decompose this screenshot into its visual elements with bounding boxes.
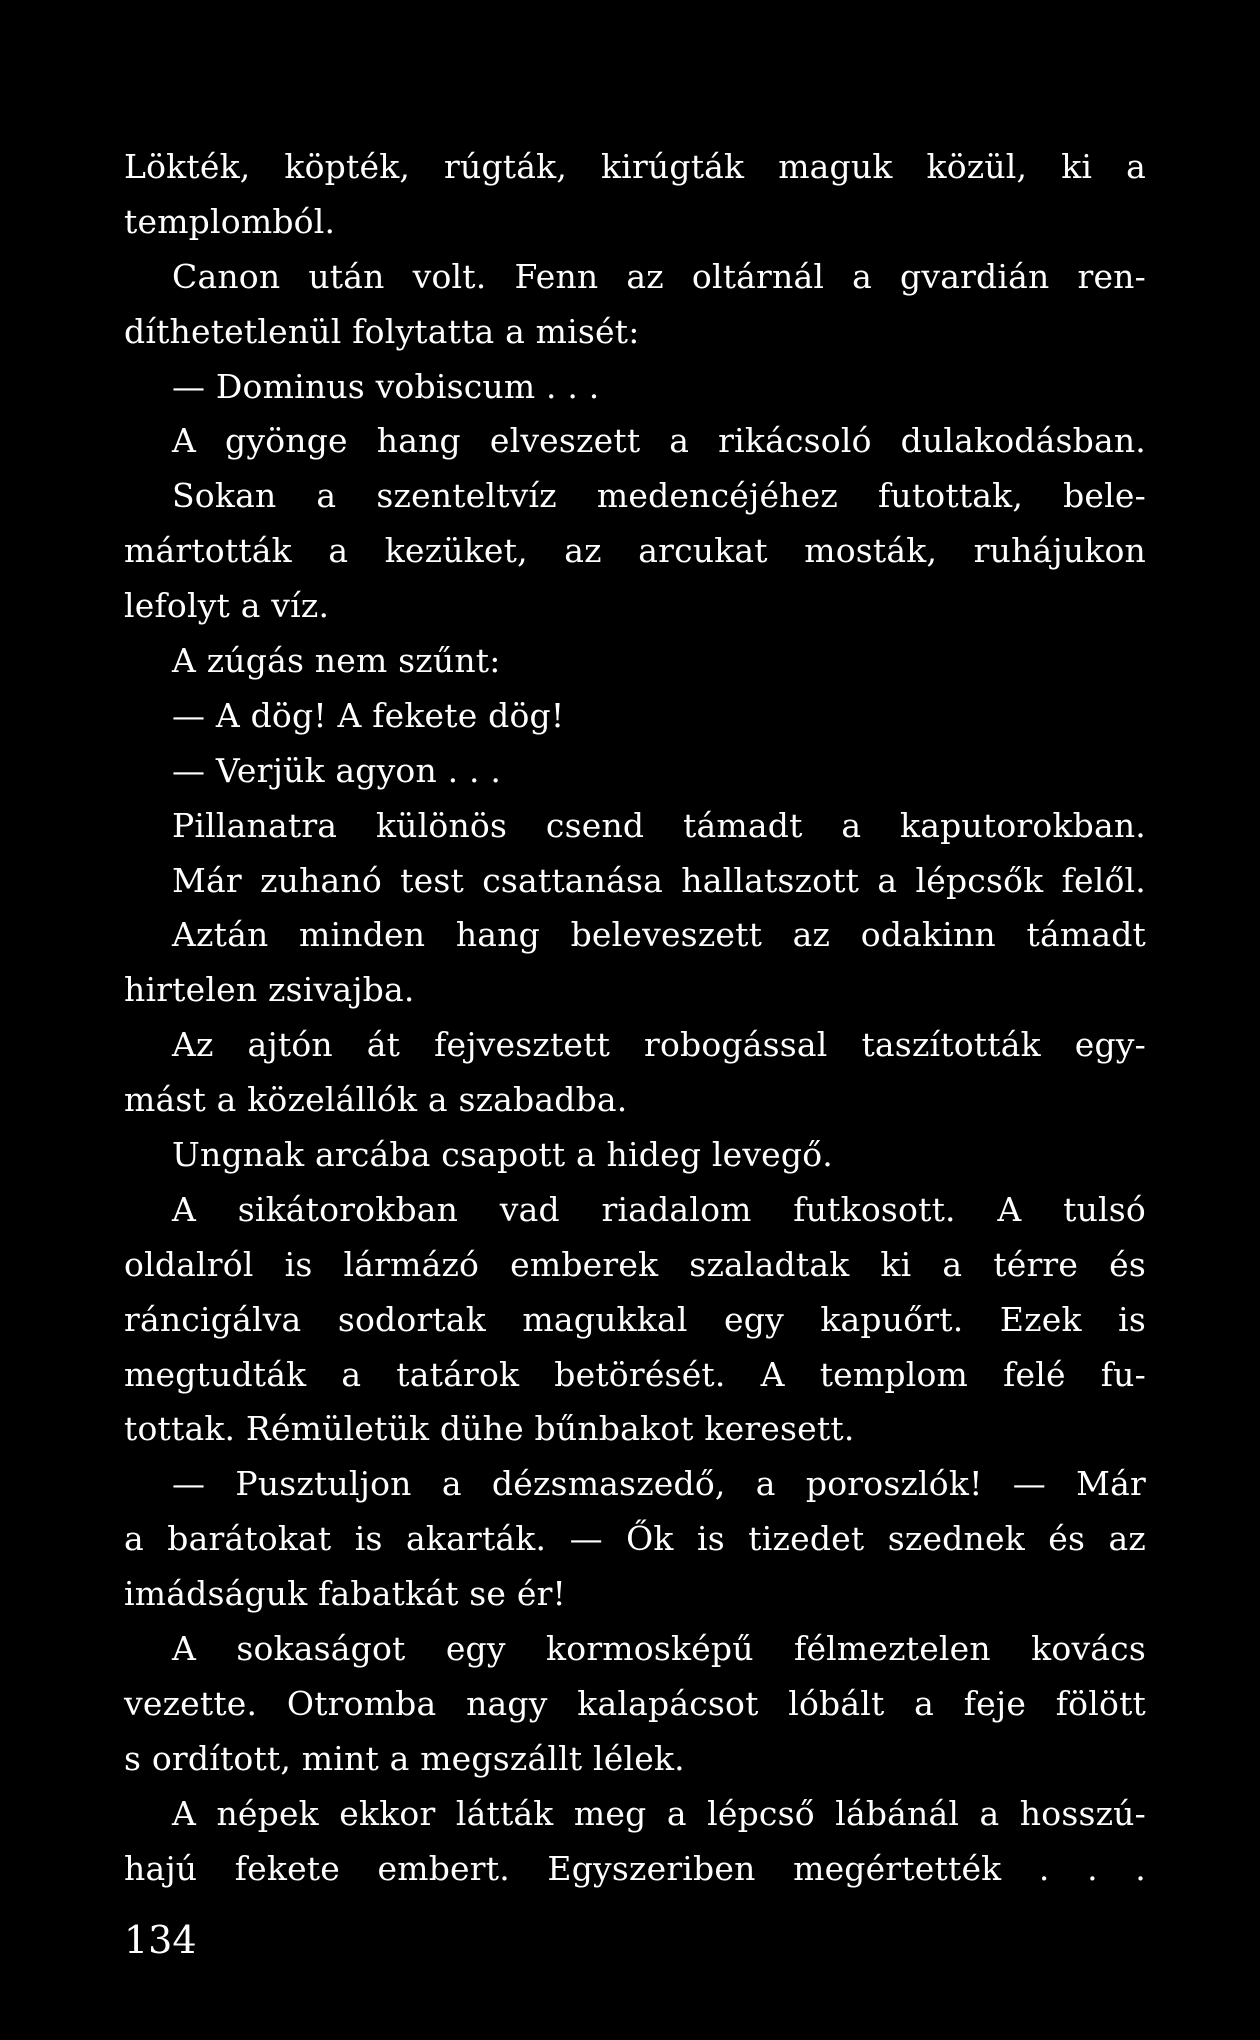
text-line: mártották a kezüket, az arcukat mosták, ruhájukon — [124, 531, 1146, 571]
text-line: Már zuhanó test csattanása hallatszott a lépcsők felől. — [172, 860, 1146, 900]
text-line: Sokan a szenteltvíz medencéjéhez futottak, bele- — [172, 476, 1146, 516]
text-line: — A dög! A fekete dög! — [172, 695, 565, 735]
text-line: s ordított, mint a megszállt lélek. — [124, 1738, 685, 1778]
text-line: Ungnak arcába csapott a hideg levegő. — [172, 1135, 833, 1175]
text-line: a barátokat is akarták. — Ők is tizedet szednek és az — [124, 1519, 1146, 1559]
page-number: 134 — [124, 1918, 197, 1962]
body-text — [124, 140, 1146, 1897]
text-line: imádságuk fabatkát se ér! — [124, 1574, 567, 1614]
text-line: A népek ekkor látták meg a lépcső lábánál a hosszú- — [172, 1793, 1146, 1833]
text-line: Canon után volt. Fenn az oltárnál a gvardián ren- — [172, 256, 1146, 296]
text-line: vezette. Otromba nagy kalapácsot lóbált a feje fölött — [124, 1683, 1146, 1723]
text-line: Pillanatra különös csend támadt a kaputorokban. — [172, 805, 1146, 845]
text-line: A gyönge hang elveszett a rikácsoló dulakodásban. — [172, 421, 1146, 461]
text-line: díthetetlenül folytatta a misét: — [124, 311, 640, 351]
text-line: — Dominus vobiscum . . . — [172, 366, 600, 406]
text-line: templomból. — [124, 201, 336, 241]
text-line: ráncigálva sodortak magukkal egy kapuőrt. Ezek is — [124, 1299, 1146, 1339]
text-line: Lökték, köpték, rúgták, kirúgták maguk közül, ki a — [124, 147, 1146, 186]
text-line: Az ajtón át fejvesztett robogással taszították egy- — [172, 1025, 1146, 1065]
text-line: — Verjük agyon . . . — [172, 750, 502, 790]
text-line: A zúgás nem szűnt: — [172, 641, 501, 681]
text-line: hajú fekete embert. Egyszeriben megértették . . . — [124, 1848, 1146, 1888]
text-line: hirtelen zsivajba. — [124, 970, 415, 1010]
text-line: lefolyt a víz. — [124, 586, 330, 626]
text-line: A sikátorokban vad riadalom futkosott. A tulsó — [172, 1189, 1146, 1229]
text-line: tottak. Rémületük dühe bűnbakot keresett. — [124, 1409, 855, 1449]
text-line: megtudták a tatárok betörését. A templom felé fu- — [124, 1354, 1146, 1394]
text-line: — Pusztuljon a dézsmaszedő, a poroszlók! — Már — [172, 1464, 1146, 1504]
text-line: mást a közelállók a szabadba. — [124, 1080, 628, 1120]
text-line: Aztán minden hang beleveszett az odakinn támadt — [172, 915, 1146, 955]
text-line: oldalról is lármázó emberek szaladtak ki a térre és — [124, 1244, 1146, 1284]
text-line: A sokaságot egy kormosképű félmeztelen kovács — [172, 1629, 1146, 1669]
